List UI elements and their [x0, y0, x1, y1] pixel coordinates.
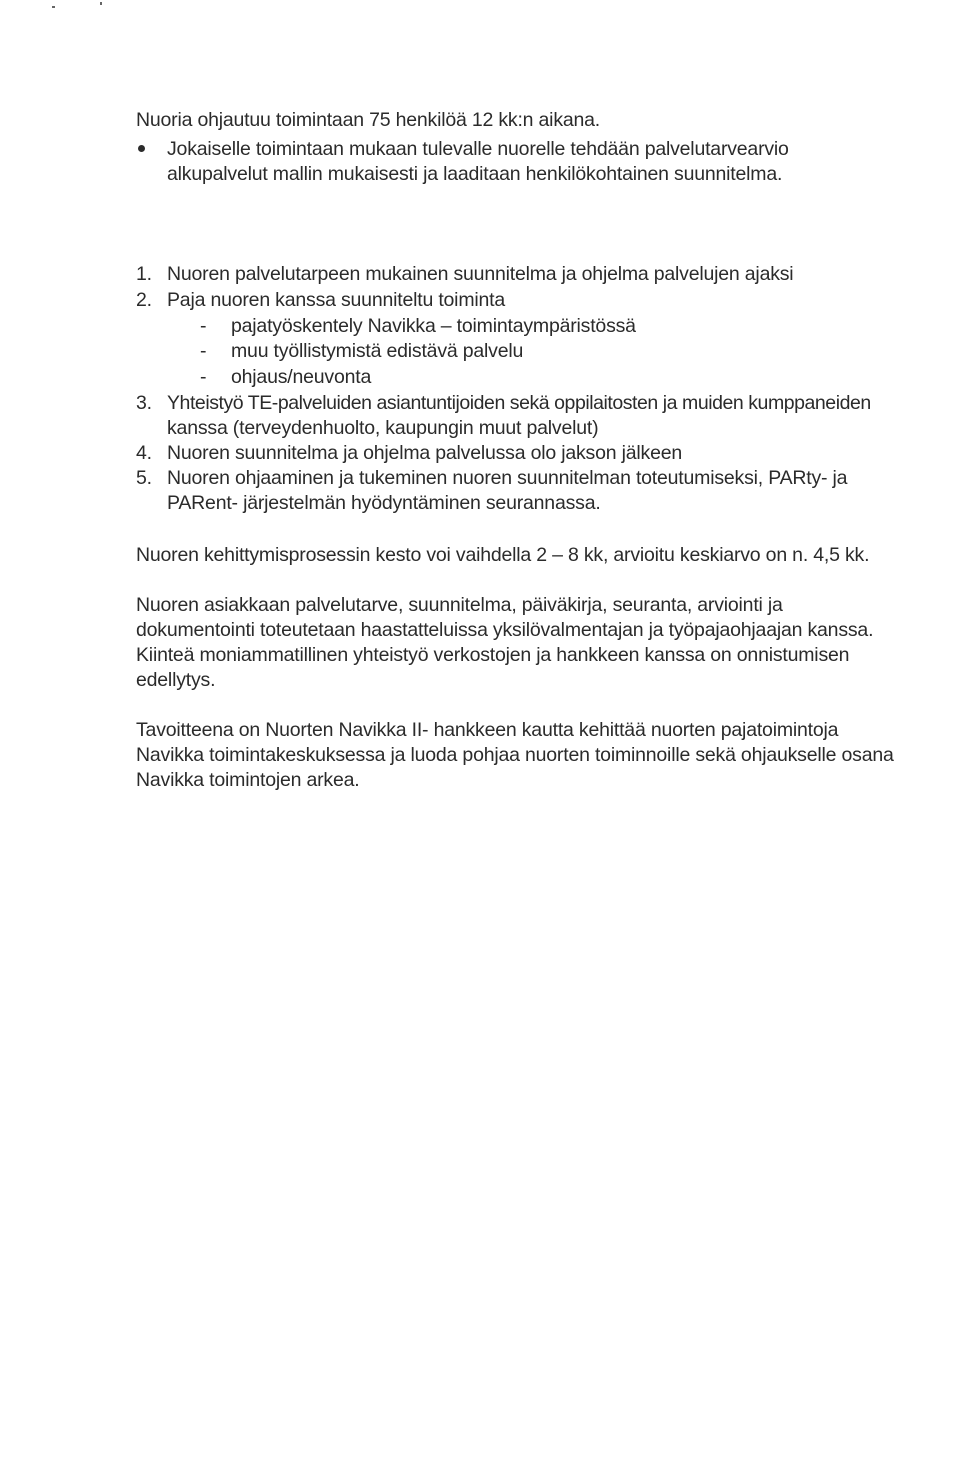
list-number: 5.: [136, 467, 152, 489]
scan-speck: [100, 2, 102, 5]
intro-line: Nuoria ohjautuu toimintaan 75 henkilöä 12 kk:n aikana.: [136, 109, 601, 131]
list-item-text: Nuoren ohjaaminen ja tukeminen nuoren suunnitelman toteutumiseksi, PARty- ja: [167, 467, 848, 489]
bullet-icon: [138, 145, 145, 152]
paragraph-line: Nuoren asiakkaan palvelutarve, suunnitelma, päiväkirja, seuranta, arviointi ja: [136, 594, 783, 616]
paragraph-line: Kiinteä moniammatillinen yhteistyö verkostojen ja hankkeen kanssa on onnistumisen: [136, 644, 850, 666]
list-number: 1.: [136, 263, 152, 285]
list-item-text: Nuoren suunnitelma ja ohjelma palvelussa olo jakson jälkeen: [167, 442, 683, 464]
sub-item-text: pajatyöskentely Navikka – toimintaympäristössä: [231, 315, 636, 337]
bullet-text-line: alkupalvelut mallin mukaisesti ja laaditaan henkilökohtainen suunnitelma.: [167, 163, 783, 185]
list-item-text: Nuoren palvelutarpeen mukainen suunnitelma ja ohjelma palvelujen ajaksi: [167, 263, 794, 285]
paragraph-line: Navikka toimintakeskuksessa ja luoda pohjaa nuorten toiminnoille sekä ohjaukselle osana: [136, 744, 894, 766]
sub-item-text: ohjaus/neuvonta: [231, 366, 372, 388]
list-item-text: Paja nuoren kanssa suunniteltu toiminta: [167, 289, 506, 311]
list-number: 2.: [136, 289, 152, 311]
dash-marker: -: [200, 340, 207, 362]
bullet-text-line: Jokaiselle toimintaan mukaan tulevalle nuorelle tehdään palvelutarvearvio: [167, 138, 789, 160]
list-item-text: PARent- järjestelmän hyödyntäminen seurannassa.: [167, 492, 601, 514]
paragraph-line: Tavoitteena on Nuorten Navikka II- hankkeen kautta kehittää nuorten pajatoimintoja: [136, 719, 839, 741]
list-number: 3.: [136, 392, 152, 414]
paragraph-line: dokumentointi toteutetaan haastatteluissa yksilövalmentajan ja työpajaohjaajan kanssa.: [136, 619, 874, 641]
dash-marker: -: [200, 315, 207, 337]
sub-item-text: muu työllistymistä edistävä palvelu: [231, 340, 524, 362]
list-number: 4.: [136, 442, 152, 464]
scan-speck: [52, 6, 55, 8]
list-item-text: kanssa (terveydenhuolto, kaupungin muut palvelut): [167, 417, 599, 439]
paragraph-line: Navikka toimintojen arkea.: [136, 769, 360, 791]
list-item-text: Yhteistyö TE-palveluiden asiantuntijoiden sekä oppilaitosten ja muiden kumppaneiden: [167, 392, 871, 414]
dash-marker: -: [200, 366, 207, 388]
duration-paragraph: Nuoren kehittymisprosessin kesto voi vaihdella 2 – 8 kk, arvioitu keskiarvo on n. 4,5 kk.: [136, 544, 870, 566]
paragraph-line: edellytys.: [136, 669, 216, 691]
